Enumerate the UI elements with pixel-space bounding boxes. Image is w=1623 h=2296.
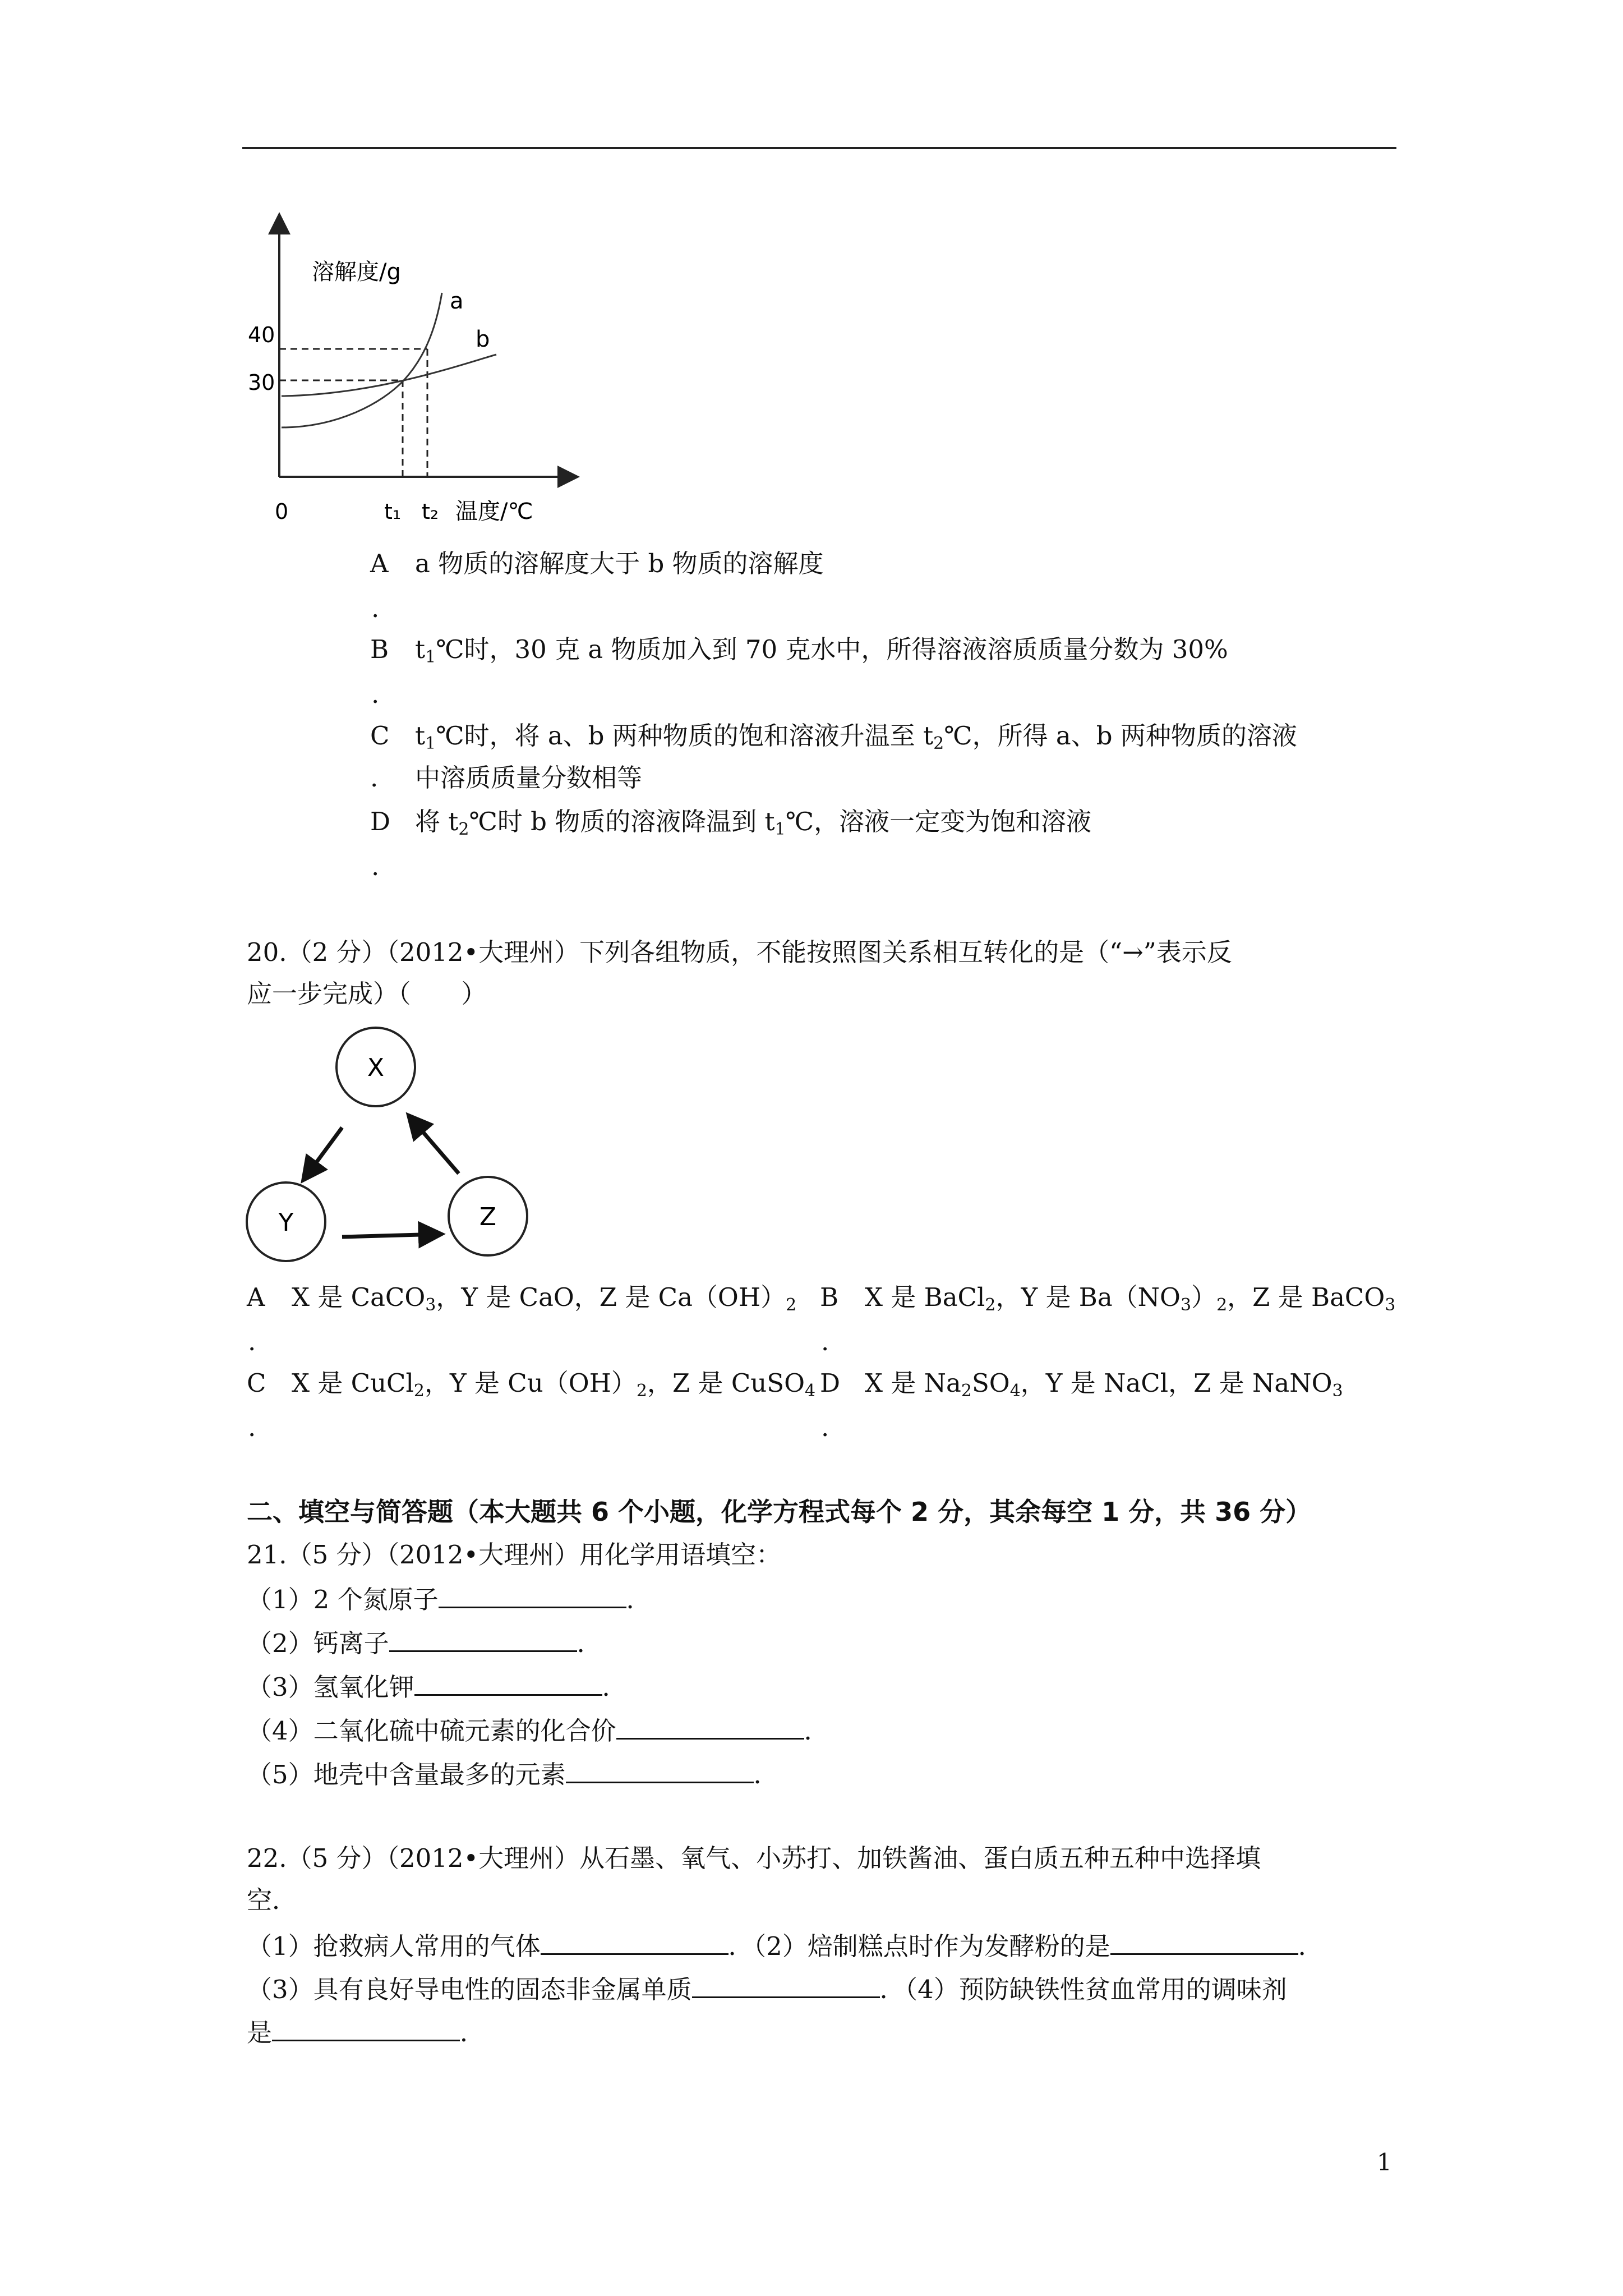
option-dot: .: [248, 1327, 256, 1356]
answer-blank[interactable]: [692, 1972, 880, 1998]
origin-label: 0: [275, 499, 289, 524]
conversion-diagram: [241, 1021, 544, 1268]
q20-stem-line2: 应一步完成）（ ）: [247, 979, 487, 1009]
answer-blank[interactable]: [414, 1669, 602, 1696]
q22-items-3-4: （3）具有良好导电性的固态非金属单质 ．（4）预防缺铁性贫血常用的调味剂: [247, 1972, 1287, 2007]
q22-items-1-2: （1）抢救病人常用的气体 ．（2）焙制糕点时作为发酵粉的是 ．: [247, 1929, 1324, 1963]
q19-option-c-line2: . 中溶质质量分数相等: [370, 763, 643, 793]
q22-item-4-cont: 是 ．: [247, 2015, 485, 2050]
answer-blank[interactable]: [272, 2015, 460, 2041]
header-rule: [242, 147, 1396, 149]
curve-b-label: b: [476, 326, 490, 352]
page-number: 1: [1377, 2148, 1392, 2176]
q22-stem-line2: 空．: [247, 1885, 298, 1915]
q20-option-c: C X 是 CuCl$_2$，Y 是 $Cu(OH)_2$，Z 是 CuSO$_4$: [247, 1368, 816, 1401]
q20-option-a: A X 是 CaCO$_3$，Y 是 CaO，Z 是 $Ca(OH)_2$: [247, 1282, 797, 1315]
q19-option-a: A a 物质的溶解度大于 b 物质的溶解度: [370, 549, 824, 578]
node-y-label: Y: [278, 1208, 294, 1237]
curve-a-label: a: [450, 288, 464, 314]
node-x-label: X: [367, 1053, 385, 1082]
answer-blank[interactable]: [616, 1713, 804, 1740]
q20-option-b: B X 是 BaCl$_2$，Y 是 $Ba(NO_3)_2$，Z 是 BaCO$_3$: [820, 1282, 1396, 1315]
q19-option-b: B $t_1℃$时，30 克 a 物质加入到 70 克水中，所得溶液溶质质量分数为 30%: [370, 634, 1228, 667]
arrow-y-to-z: [342, 1234, 440, 1237]
section-2-title: 二、填空与简答题（本大题共 6 个小题，化学方程式每个 2 分，其余每空 1 分，共 36 分）: [247, 1497, 1312, 1527]
q21-item-1: （1）2 个氮原子 ．: [247, 1582, 652, 1617]
q21-item-3: （3）氢氧化钾 ．: [247, 1669, 628, 1704]
q20-stem-line1: 20.（2 分）（2012•大理州）下列各组物质，不能按照图关系相互转化的是（“→”表示反: [247, 937, 1232, 967]
option-dot: .: [821, 1412, 829, 1442]
x-axis-label: 温度/℃: [455, 499, 533, 524]
node-z-label: Z: [479, 1203, 497, 1231]
arrow-z-to-x: [409, 1116, 459, 1174]
option-dot: .: [371, 852, 380, 881]
solubility-chart: [241, 208, 600, 533]
q20-option-d: D X 是 $Na_2SO_4$，Y 是 NaCl，Z 是 NaNO$_3$: [820, 1368, 1343, 1401]
q21-item-4: （4）二氧化硫中硫元素的化合价 ．: [247, 1713, 829, 1748]
answer-blank[interactable]: [389, 1626, 577, 1652]
option-dot: .: [371, 593, 380, 623]
option-dot: .: [371, 679, 380, 709]
y-tick-30: 30: [248, 370, 275, 395]
y-tick-40: 40: [248, 323, 275, 347]
q21-stem: 21.（5 分）（2012•大理州）用化学用语填空：: [247, 1540, 782, 1570]
option-dot: .: [248, 1412, 256, 1442]
y-axis-label: 溶解度/g: [312, 259, 401, 285]
answer-blank[interactable]: [541, 1929, 728, 1955]
answer-blank[interactable]: [1110, 1929, 1298, 1955]
option-dot: .: [821, 1327, 829, 1356]
answer-blank[interactable]: [566, 1757, 754, 1783]
x-tick-t2: t₂: [422, 499, 439, 524]
q21-item-5: （5）地壳中含量最多的元素 ．: [247, 1757, 779, 1792]
x-tick-t1: t₁: [384, 499, 402, 524]
q19-option-c-line1: C $t_1℃$时，将 a、b 两种物质的饱和溶液升温至 $t_2℃$，所得 a、b 两种物质的溶液: [370, 721, 1297, 753]
curve-a: [282, 293, 442, 427]
curve-b: [282, 355, 496, 396]
q22-stem-line1: 22.（5 分）（2012•大理州）从石墨、氧气、小苏打、加铁酱油、蛋白质五种五种中选择填: [247, 1843, 1261, 1873]
answer-blank[interactable]: [439, 1582, 626, 1608]
arrow-x-to-y: [304, 1128, 342, 1179]
q19-option-d: D 将 $t_2℃$时 b 物质的溶液降温到 $t_1℃$，溶液一定变为饱和溶液: [370, 807, 1092, 839]
q21-item-2: （2）钙离子 ．: [247, 1626, 602, 1660]
